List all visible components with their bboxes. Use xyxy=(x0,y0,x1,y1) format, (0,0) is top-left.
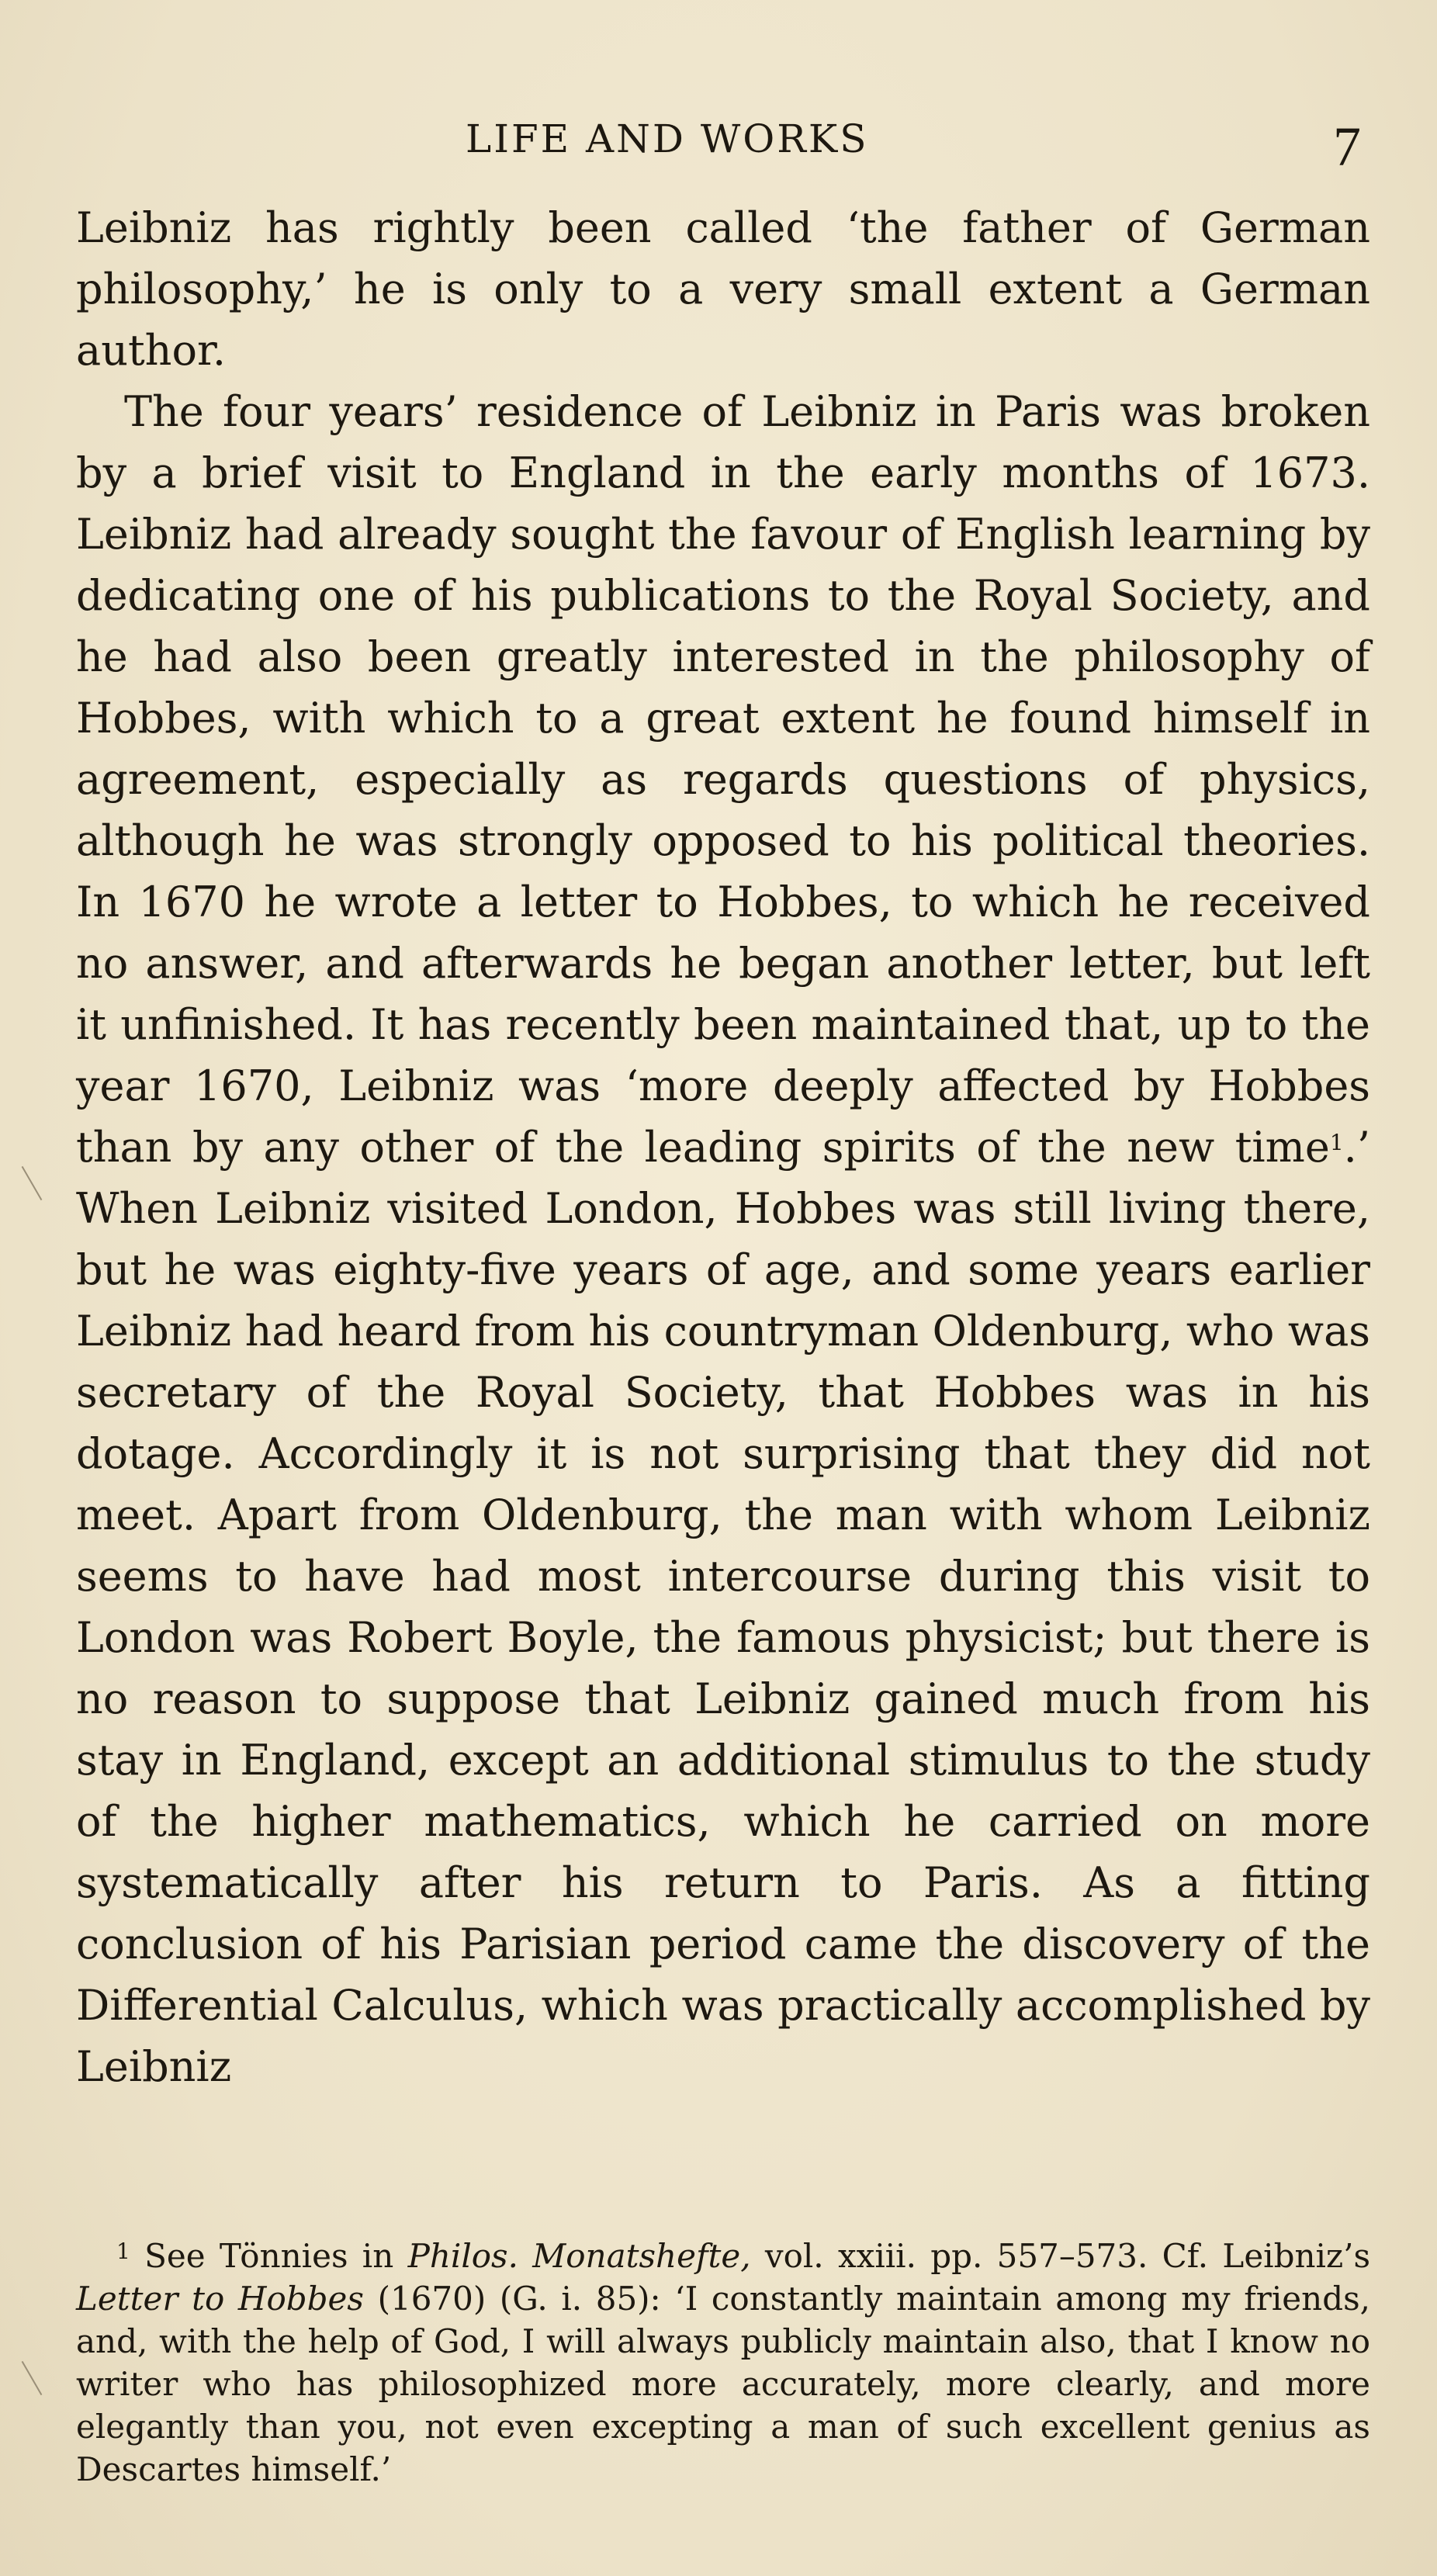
footnote-letter-title: Letter to Hobbes xyxy=(76,2280,364,2318)
paragraph-paris-residence xyxy=(76,381,1370,2097)
page-number: 7 xyxy=(1333,116,1361,178)
footnote-marker: 1 xyxy=(116,2238,130,2264)
margin-pencil-mark xyxy=(22,2361,43,2395)
footnote-journal-title: Philos. Monatshefte, xyxy=(407,2237,751,2275)
margin-pencil-mark xyxy=(22,1166,43,1200)
footnote-text: vol. xxiii. pp. 557–573. Cf. Leibniz’s xyxy=(750,2237,1371,2275)
footnote-text: (1670) (G. i. 85): ‘I constantly maintain among my friends, and, with the help of God, I will always publicly maintain also, that I know no writer who has philosophized more accurately, more clearly, and more elegantly than you, not even excepting a man of such excellent genius as Descartes himself.’ xyxy=(76,2280,1370,2488)
footnote-reference: 1 xyxy=(1329,1130,1344,1155)
paragraph-continuation: Leibniz has rightly been called ‘the father of German philosophy,’ he is only to a very small extent a German author. xyxy=(76,203,1370,375)
running-head: LIFE AND WORKS xyxy=(466,116,869,161)
footnote-text: See Tönnies in xyxy=(144,2237,408,2275)
footnotes xyxy=(76,2235,1370,2491)
main-text xyxy=(76,197,1370,2097)
paragraph-text-part: .’ When Leibniz visited London, Hobbes was still living there, but he was eighty-five years of age, and some years earlier Leibniz had heard from his countryman Oldenburg, who was secretary of the Royal Society, that Hobbes was in his dotage. Accordingly it is not surprising that they did not meet. Apart from Oldenburg, the man with whom Leibniz seems to have had most intercourse during this visit to London was Robert Boyle, the famous physicist; but there is no reason to suppose that Leibniz gained much from his stay in England, except an additional stimulus to the study of the higher mathematics, which he carried on more systematically after his return to Paris. As a fitting conclusion of his Parisian period came the discovery of the Differential Calculus, which was practically accomplished by Leibniz xyxy=(76,1123,1370,2091)
paragraph-text-part: The four years’ residence of Leibniz in Paris was broken by a brief visit to England in the early months of 1673. Leibniz had already sought the favour of English learning by dedicating one of his publications to the Royal Society, and he had also been greatly interested in the philosophy of Hobbes, with which to a great extent he found himself in agreement, especially as regards questions of physics, although he was strongly opposed to his political theories. In 1670 he wrote a letter to Hobbes, to which he received no answer, and afterwards he began another letter, but left it unfinished. It has recently been maintained that, up to the year 1670, Leibniz was ‘more deeply affected by Hobbes than by any other of the leading spirits of the new time xyxy=(76,387,1370,1172)
footnote xyxy=(76,2235,1370,2491)
